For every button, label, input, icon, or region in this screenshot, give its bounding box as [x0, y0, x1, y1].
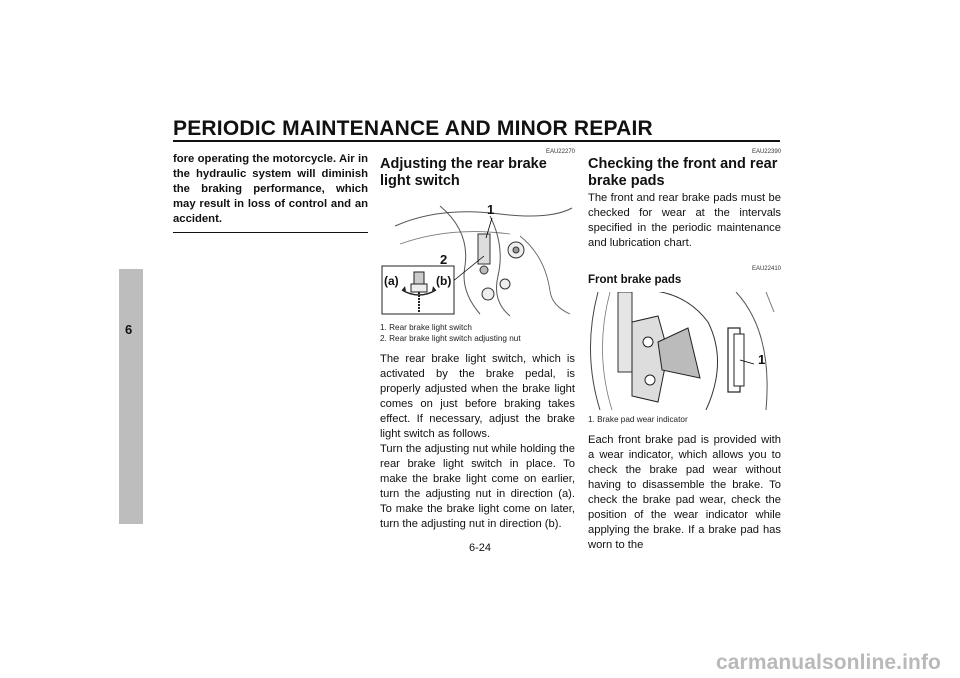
page-number: 6-24: [468, 542, 492, 554]
figure-caption: 1. Rear brake light switch: [380, 323, 472, 332]
section-heading: Checking the front and rear brake pads: [588, 156, 778, 189]
watermark: carmanualsonline.info: [716, 651, 941, 674]
warning-end-rule: [173, 232, 368, 233]
subsection-heading: Front brake pads: [588, 274, 682, 286]
header-rule: [173, 140, 780, 142]
section-code: EAU22390: [751, 149, 781, 155]
warning-continuation: fore operating the motorcycle. Air in the hydraulic system will diminish the braking performance, which may result in loss of control and an accident.: [173, 153, 368, 225]
column-2: [380, 148, 575, 532]
section-code: EAU22410: [751, 266, 781, 272]
front-brake-pad-figure: [588, 292, 781, 410]
column-1: [173, 148, 368, 233]
figure-label-2: 2: [440, 252, 448, 267]
body-paragraph: Turn the adjusting nut while holding the rear brake light switch in place. To make the brake light come on earlier, turn the adjusting nut in direction (a). To make the brake light come on later, turn the adjusting nut in direction (b).: [380, 443, 575, 530]
figure-caption: 2. Rear brake light switch adjusting nut: [380, 334, 521, 343]
figure-label-1: 1: [487, 202, 495, 217]
front-brake-pad-illustration: [588, 292, 781, 410]
figure-label-1: 1: [758, 352, 766, 367]
column-3: [588, 148, 781, 553]
section-code: EAU22270: [545, 149, 575, 155]
section-heading: Adjusting the rear brake light switch: [380, 156, 547, 189]
figure-caption: 1. Brake pad wear indicator: [588, 415, 688, 424]
body-paragraph: The front and rear brake pads must be checked for wear at the intervals specified in the periodic maintenance and lubrication chart.: [588, 192, 781, 249]
figure-label-a: (a): [384, 274, 399, 288]
rear-brake-switch-illustration: [380, 196, 575, 318]
section-tab-number: 6: [125, 322, 133, 337]
body-paragraph: The rear brake light switch, which is activated by the brake pedal, is properly adjusted when the brake light comes on just before braking takes effect. If necessary, adjust the brake light switch as follows.: [380, 353, 575, 440]
body-paragraph: Each front brake pad is provided with a wear indicator, which allows you to check the brake pad wear without having to disassemble the brake. To check the brake pad wear, check the position of the wear indicator while applying the brake. If a brake pad has worn to the: [588, 434, 781, 551]
section-tab: [119, 269, 143, 524]
page-header-title: PERIODIC MAINTENANCE AND MINOR REPAIR: [173, 117, 653, 140]
rear-brake-switch-figure: [380, 196, 575, 318]
figure-label-b: (b): [436, 274, 452, 288]
